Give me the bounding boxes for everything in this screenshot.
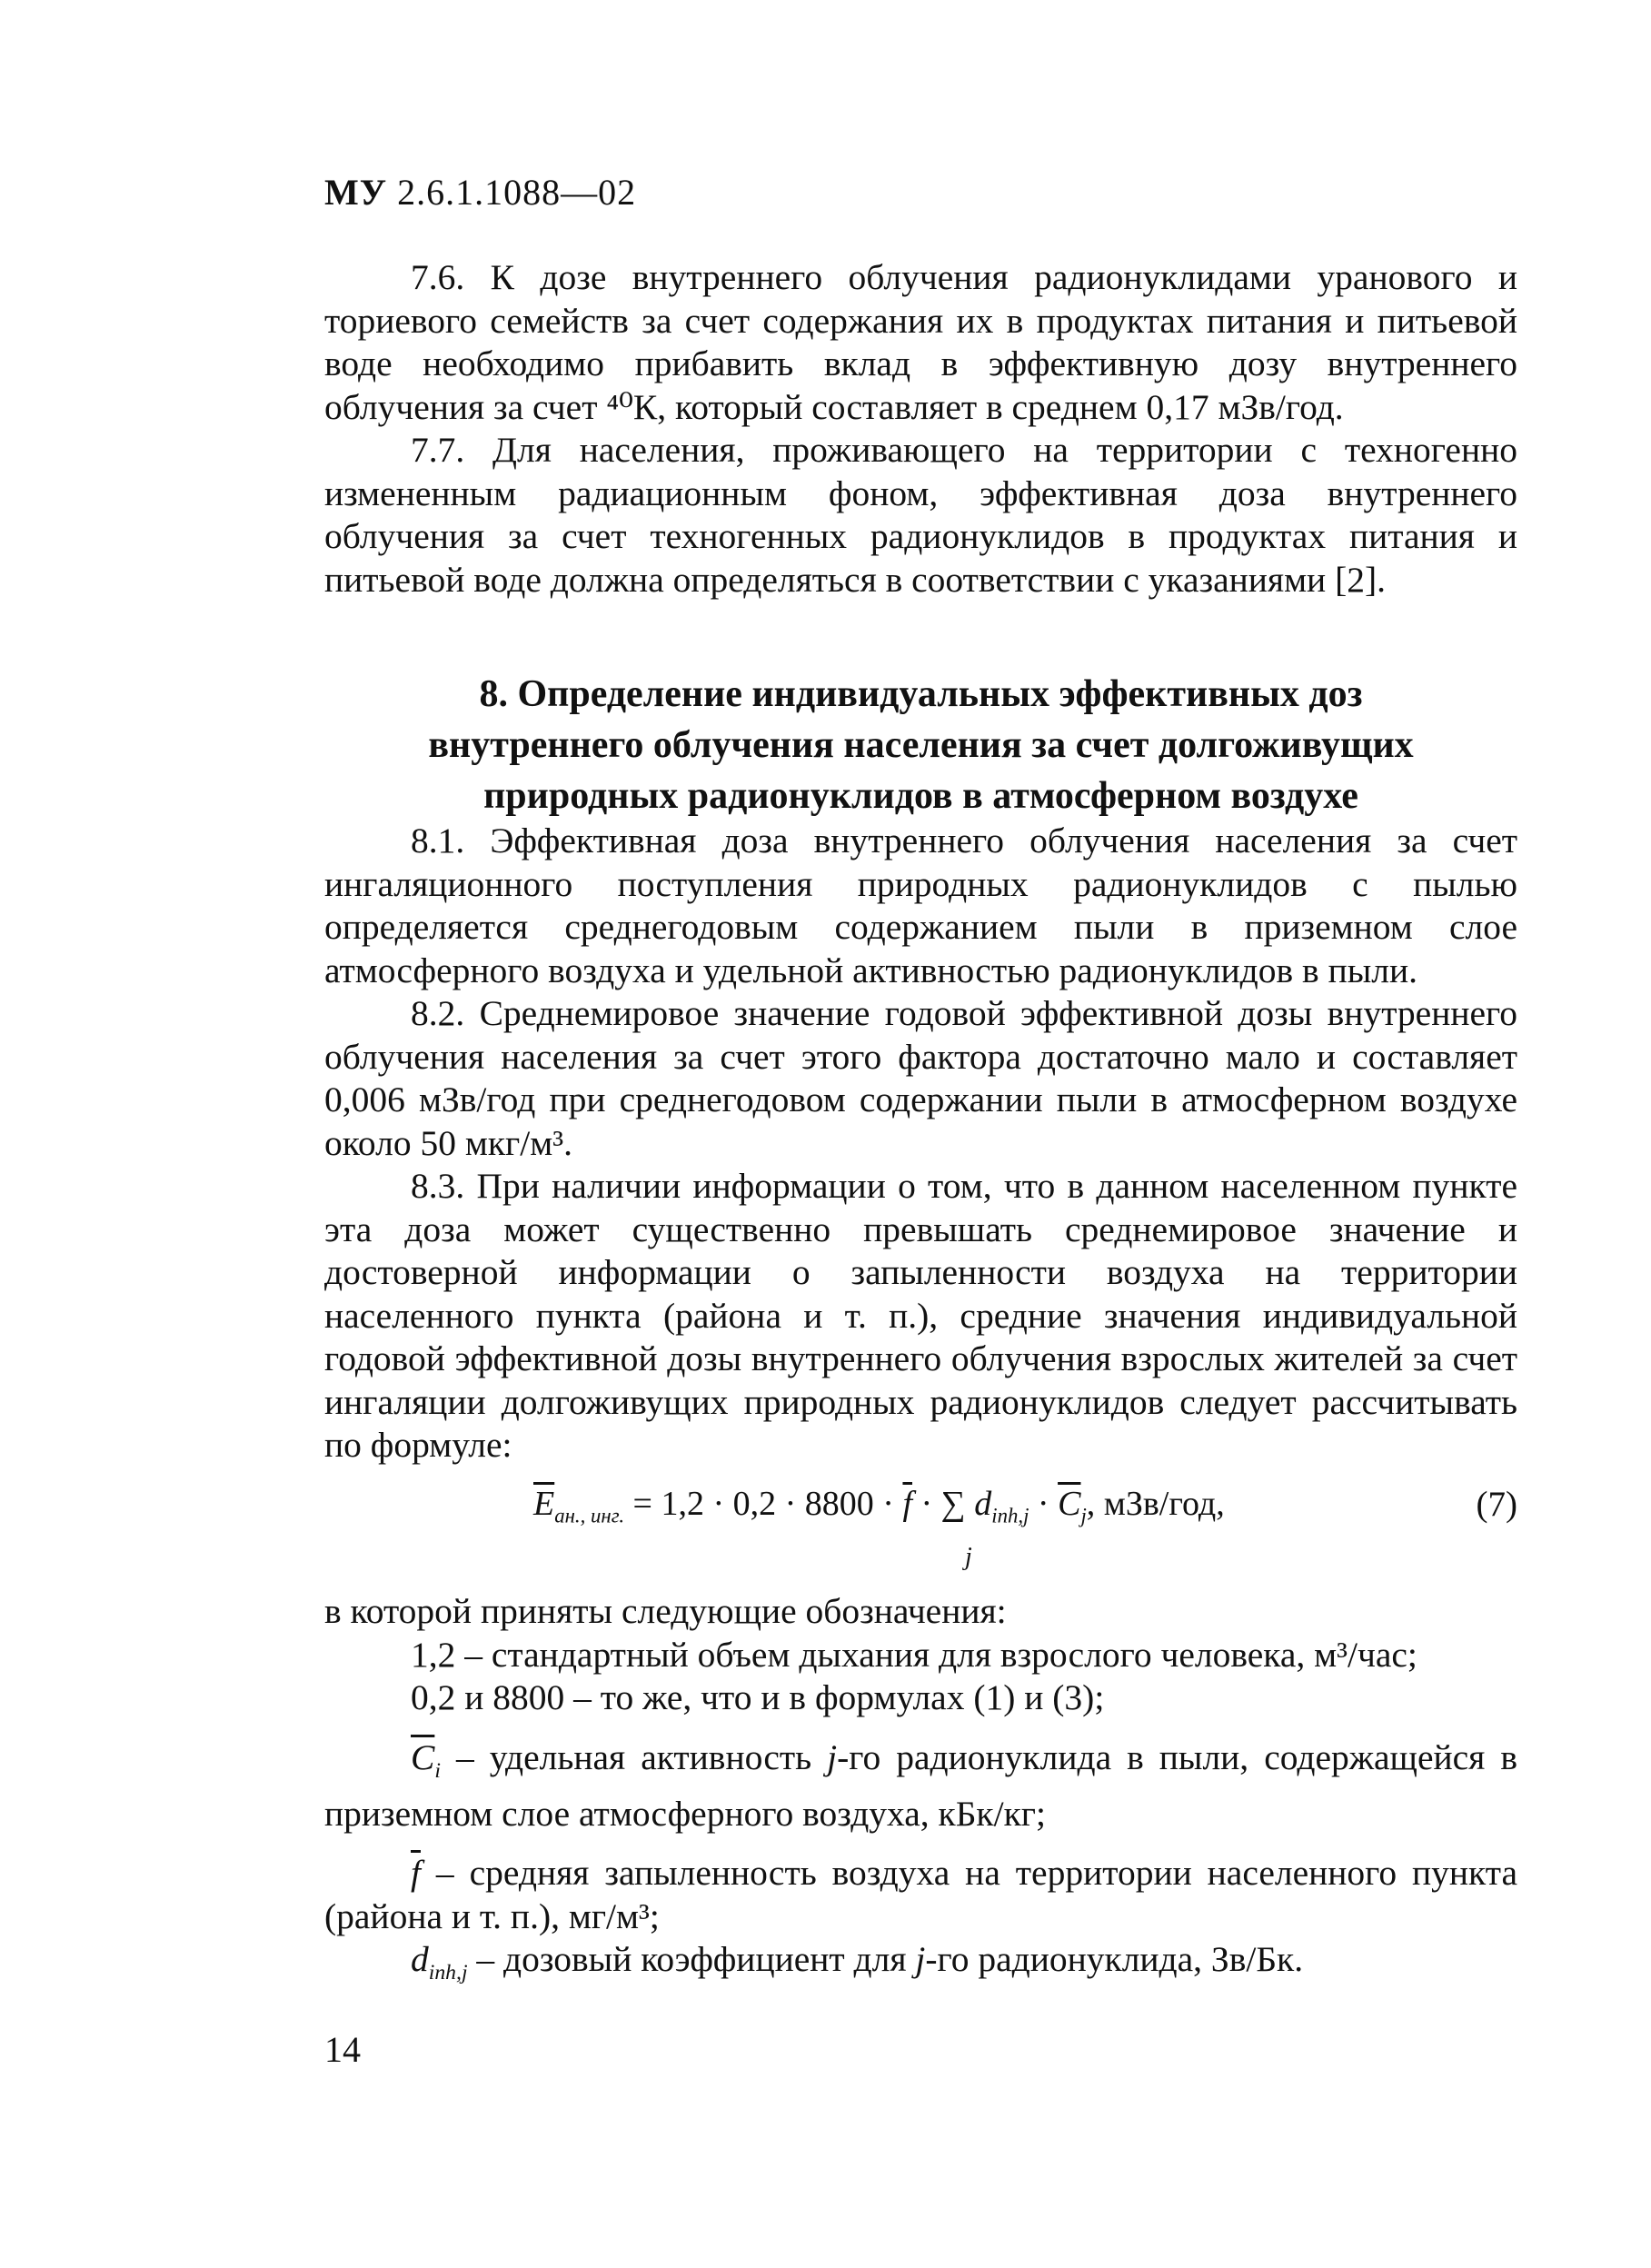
- formula-c-symbol: $\overline{C}$: [1058, 1485, 1081, 1523]
- section-8-heading: [324, 669, 1517, 821]
- formula-e-subscript: ан., инг.: [554, 1504, 625, 1527]
- formula-7: [324, 1470, 1517, 1570]
- legend-item-5-text-b: -го радионуклида, Зв/Бк.: [925, 1939, 1304, 1980]
- legend-item-3-text-b: -го радионуклида в пыли, содержащейся в приземном слое атмосферного воздуха, кБк/кг;: [324, 1736, 1517, 1834]
- formula-c-subscript: j: [1080, 1504, 1087, 1527]
- page-number: 14: [324, 2029, 361, 2070]
- section-8-heading-line-3: природных радионуклидов в атмосферном воздухе: [483, 775, 1358, 817]
- legend-c-symbol: $\overline{C}$: [411, 1736, 435, 1777]
- section-8-heading-line-1: 8. Определение индивидуальных эффективных доз: [479, 673, 1363, 715]
- paragraph-8-3: 8.3. При наличии информации о том, что в данном населенном пункте эта доза может существенно превышать среднемировое значение и достоверной информации о запыленности воздуха на территории населенного пункта (района и т. п.), средние значения индивидуальной годовой эффективной дозы внутреннего облучения взрослых жителей за счет ингаляции долгоживущих природных радионуклидов следует рассчитывать по формуле:: [324, 1166, 1517, 1465]
- formula-units: , мЗв/год,: [1086, 1485, 1225, 1523]
- legend-item-3-text-a: – удельная активность: [440, 1736, 828, 1777]
- formula-coefficients: = 1,2 · 0,2 · 8800 ·: [624, 1485, 903, 1523]
- legend-item-4-text: – средняя запыленность воздуха на территории населенного пункта (района и т. п.), мг/м³;: [324, 1853, 1517, 1936]
- legend-item-5-text-a: – дозовый коэффициент для: [467, 1939, 916, 1980]
- paragraph-8-1: 8.1. Эффективная доза внутреннего облучения населения за счет ингаляционного поступления природных радионуклидов с пылью определяется среднегодовым содержанием пыли в приземном слое атмосферного воздуха и удельной активностью радионуклидов в пыли.: [324, 821, 1517, 990]
- legend-intro: в которой приняты следующие обозначения:: [324, 1591, 1007, 1631]
- formula-sum: · ∑: [912, 1485, 975, 1523]
- legend-c-subscript: i: [434, 1758, 441, 1783]
- legend-block: [324, 1590, 1517, 1995]
- paragraph-7-6: 7.6. К дозе внутреннего облучения радионуклидами уранового и ториевого семейств за счет содержания их в продуктах питания и питьевой воде необходимо прибавить вклад в эффективную дозу внутреннего облучения за счет ⁴⁰К, который составляет в среднем 0,17 мЗв/год.: [324, 257, 1517, 427]
- doc-code-prefix: МУ: [324, 172, 388, 213]
- legend-d-symbol: d: [411, 1939, 429, 1980]
- legend-item-5: [324, 1938, 1517, 1994]
- formula-number: (7): [1476, 1485, 1517, 1524]
- legend-d-subscript: inh,j: [428, 1961, 468, 1985]
- legend-item-3: [324, 1736, 1517, 1836]
- formula-d-subscript: inh,j: [991, 1504, 1029, 1527]
- section-8-heading-line-2: внутреннего облучения населения за счет долгоживущих: [428, 724, 1414, 766]
- legend-item-2: 0,2 и 8800 – то же, что и в формулах (1) и (3);: [411, 1677, 1105, 1717]
- legend-item-4: [324, 1852, 1517, 1938]
- document-header: [324, 171, 636, 214]
- formula-e-symbol: $\overline{E}$: [533, 1485, 555, 1523]
- formula-f-symbol: $\overline{f}$: [902, 1485, 912, 1523]
- doc-code-number: 2.6.1.1088—02: [397, 172, 637, 213]
- section-7-block: [324, 256, 1517, 602]
- legend-f-symbol: $\overline{f}$: [411, 1853, 421, 1894]
- legend-item-1: 1,2 – стандартный объем дыхания для взрослого человека, м³/час;: [411, 1634, 1417, 1675]
- formula-expression: [533, 1484, 1225, 1528]
- legend-item-3-j: j: [827, 1736, 838, 1777]
- legend-item-5-j: j: [915, 1939, 926, 1980]
- paragraph-7-7: 7.7. Для населения, проживающего на территории с техногенно измененным радиационным фоном, эффективная доза внутреннего облучения за счет техногенных радионуклидов в продуктах питания и питьевой воде должна определяться в соответствии с указаниями [2].: [324, 430, 1517, 600]
- paragraph-8-2: 8.2. Среднемировое значение годовой эффективной дозы внутреннего облучения населения за счет этого фактора достаточно мало и составляет 0,006 мЗв/год при среднегодовом содержании пыли в атмосферном воздухе около 50 мкг/м³.: [324, 993, 1517, 1163]
- formula-d-symbol: d: [974, 1485, 992, 1523]
- formula-dot: ·: [1029, 1485, 1059, 1523]
- section-8-block: [324, 820, 1517, 1467]
- formula-sum-index: j: [965, 1543, 972, 1571]
